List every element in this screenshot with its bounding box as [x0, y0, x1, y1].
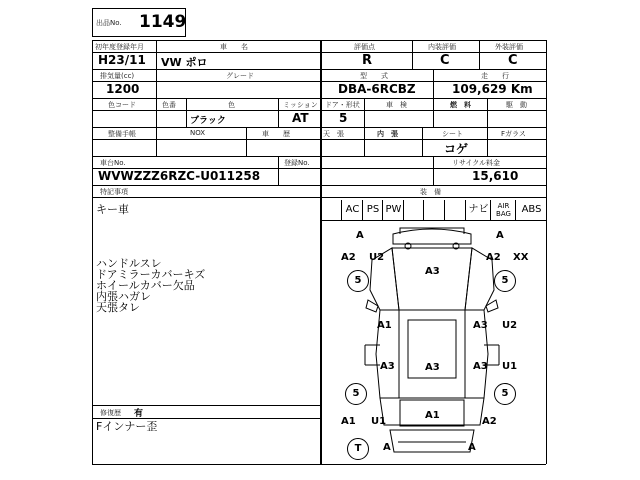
equip-abs: ABS — [515, 200, 547, 220]
recycle-value: 15,610 — [472, 169, 519, 183]
doors-label: ドア・形状 — [325, 101, 360, 109]
dmg-front-right: A — [496, 230, 504, 241]
repair-label: 修復歴 — [100, 409, 121, 417]
chassis-value: WVWZZZ6RZC-U011258 — [98, 169, 261, 183]
remark-item: ハンドルスレ — [96, 257, 162, 270]
hood-outline — [392, 248, 472, 310]
drive-label: 駆 動 — [506, 101, 527, 109]
dmg-rr-a: A2 — [482, 416, 497, 427]
dmg-hood: A3 — [425, 266, 440, 277]
model-value: DBA-6RCBZ — [338, 82, 416, 96]
dmg-pillar-right: A3 — [473, 320, 488, 331]
seat-value: コゲ — [444, 142, 469, 156]
dmg-pillar-left: A1 — [377, 320, 392, 331]
exterior-value: C — [508, 53, 518, 68]
front-bumper — [393, 229, 471, 244]
recycle-label: リサイクル料金 — [452, 159, 501, 167]
dmg-rear-left: A — [383, 442, 391, 453]
equip-pw: PW — [382, 200, 404, 220]
grade-score-label: 評価点 — [354, 43, 375, 51]
remarks-label: 特記事項 — [100, 188, 128, 196]
remark-item: ドアミラーカバーキズ — [96, 268, 206, 281]
dmg-fr-xx: XX — [513, 252, 529, 263]
repair-value: 有 — [134, 409, 144, 419]
nox-label: NOX — [190, 129, 206, 137]
interior-label: 内装評価 — [428, 43, 456, 51]
mileage-label: 走 行 — [481, 72, 509, 80]
dmg-front-left: A — [356, 230, 364, 241]
doors-value: 5 — [339, 111, 348, 125]
model-label: 型 式 — [360, 72, 388, 80]
dmg-rl-u: U1 — [371, 416, 387, 427]
first-reg-label: 初年度登録年月 — [95, 43, 144, 51]
inspection-label: 車 検 — [386, 101, 407, 109]
first-reg-value: H23/11 — [98, 53, 146, 67]
dmg-tire: T — [347, 438, 369, 460]
dmg-rear-right: A — [468, 442, 476, 453]
exterior-label: 外装評価 — [495, 43, 523, 51]
equip-ps: PS — [362, 200, 383, 220]
dmg-fr-fender: A2 — [486, 252, 501, 263]
interior-value: C — [440, 53, 450, 68]
dmg-wheel-fl: 5 — [347, 270, 369, 292]
dmg-fl-u2: U2 — [369, 252, 385, 263]
remark-item: 天張タレ — [96, 301, 140, 314]
transmission-value: AT — [292, 111, 309, 125]
fuel-label: 燃 料 — [450, 101, 471, 109]
equip-navi: ナビ — [465, 200, 491, 220]
color-value: ブラック — [190, 116, 226, 126]
dmg-wheel-fr: 5 — [494, 270, 516, 292]
lot-label: 出品No. — [96, 19, 122, 27]
manual-label: 整備手帳 — [108, 130, 136, 138]
lot-number: 1149 — [139, 12, 187, 32]
car-name-label: 車 名 — [220, 43, 248, 51]
dmg-wheel-rr: 5 — [494, 383, 516, 405]
dmg-roof: A3 — [425, 362, 440, 373]
remarks-top: キー車 — [96, 203, 129, 216]
color-no-label: 色番 — [162, 101, 176, 109]
seat-label: シート — [442, 130, 463, 138]
color-label: 色 — [228, 101, 235, 109]
chassis-label: 車台No. — [100, 159, 126, 167]
lot-box — [92, 8, 186, 37]
dmg-pillar-right-u: U2 — [502, 320, 518, 331]
rear-bumper — [390, 430, 474, 452]
dmg-door-right: A3 — [473, 361, 488, 372]
equip-ac: AC — [341, 200, 363, 220]
remark-item: ホイールカバー欠品 — [96, 279, 195, 292]
cabin-outline — [399, 310, 465, 398]
transmission-label: ミッション — [283, 101, 318, 109]
interior-trim-label: 内 張 — [377, 130, 398, 138]
grade-score-value: R — [362, 53, 373, 68]
color-code-label: 色コード — [108, 101, 136, 109]
history-label: 車 歴 — [262, 130, 290, 138]
equipment-label: 装 備 — [420, 188, 441, 196]
sunroof-label: 天 張 — [323, 130, 344, 138]
car-name-value: VW ポロ — [161, 56, 208, 69]
remark-item: 内張ハガレ — [96, 290, 151, 303]
dmg-trunk: A1 — [425, 410, 440, 421]
displacement-value: 1200 — [106, 82, 140, 96]
remarks-bottom: Fインナー歪 — [96, 420, 158, 433]
dmg-door-left: A3 — [380, 361, 395, 372]
equip-airbag: AIR BAG — [490, 200, 516, 220]
grade-label: グレード — [226, 72, 254, 80]
remarks-list — [96, 258, 205, 313]
dmg-rl-a: A1 — [341, 416, 356, 427]
equip-blank-2 — [423, 200, 445, 220]
equip-blank-1 — [403, 200, 424, 220]
dmg-door-right-u: U1 — [502, 361, 518, 372]
reg-no-label: 登録No. — [284, 159, 310, 167]
dmg-wheel-rl: 5 — [345, 383, 367, 405]
equip-blank-3 — [444, 200, 466, 220]
displacement-label: 排気量(cc) — [100, 72, 135, 80]
fglass-label: Fガラス — [501, 130, 526, 138]
mileage-value: 109,629 Km — [452, 82, 533, 96]
dmg-fl-fender: A2 — [341, 252, 356, 263]
